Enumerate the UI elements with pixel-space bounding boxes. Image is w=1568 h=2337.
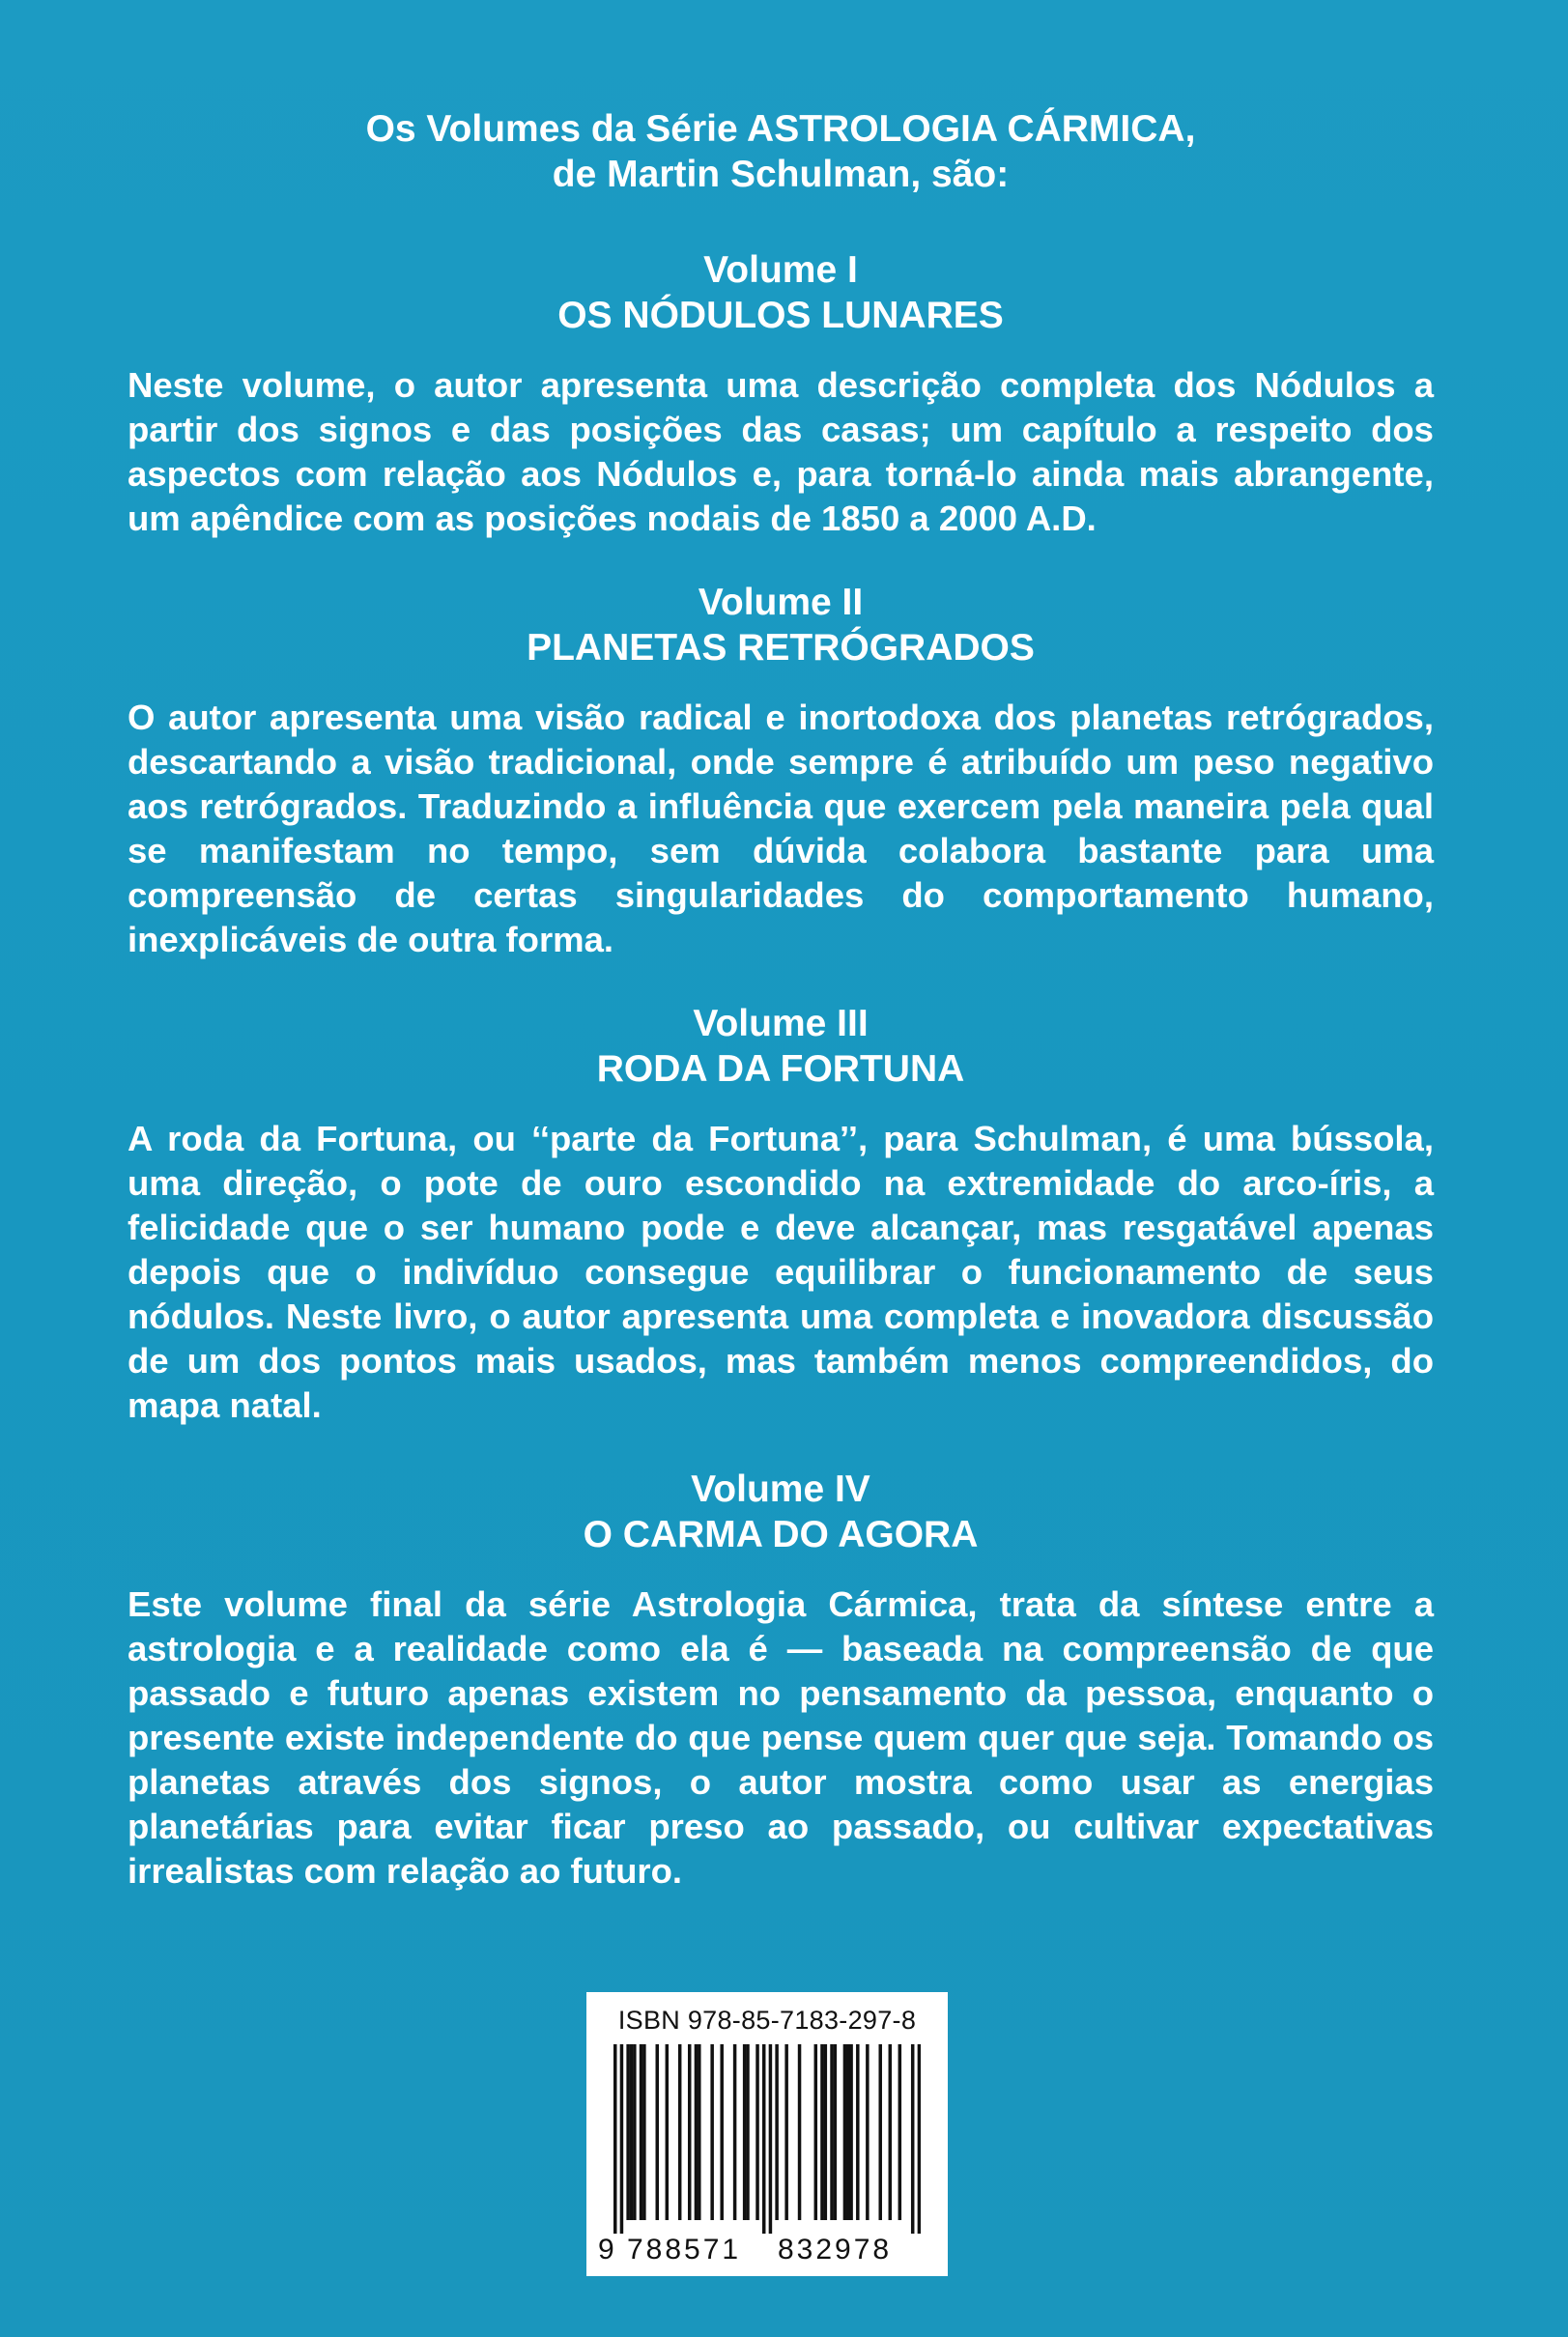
barcode-bar bbox=[820, 2044, 823, 2220]
barcode-bar bbox=[866, 2044, 869, 2220]
ean-first-digit: 9 bbox=[598, 2234, 614, 2266]
barcode-bar bbox=[698, 2044, 700, 2220]
volume-2-heading bbox=[128, 580, 1434, 670]
barcode-bar bbox=[755, 2044, 758, 2220]
series-intro-line-1: Os Volumes da Série ASTROLOGIA CÁRMICA, bbox=[365, 108, 1196, 150]
volume-2-number: Volume II bbox=[698, 582, 864, 623]
volume-1-title: OS NÓDULOS LUNARES bbox=[557, 295, 1004, 336]
barcode-bar bbox=[743, 2044, 746, 2220]
barcode-bar bbox=[849, 2044, 852, 2220]
ean-right-digits: 832978 bbox=[778, 2234, 893, 2266]
volume-3-description: A roda da Fortuna, ou ‘‘parte da Fortuna’’, para Schulman, é uma bússola, uma direção, o pote de ouro escondido na extremidade do arco-íris, a felicidade que o ser humano pode e deve alcançar, mas resgatável apenas depois que o indivíduo consegue equilibrar o funcionamento de seus nódulos. Neste livro, o autor apresenta uma completa e inovadora discussão de um dos pontos mais usados, mas também menos compreendidos, do mapa natal. bbox=[128, 1119, 1434, 1425]
volume-3-heading bbox=[128, 1001, 1434, 1092]
barcode-bar bbox=[784, 2044, 787, 2220]
volume-3-number: Volume III bbox=[693, 1003, 869, 1044]
isbn-number: ISBN 978-85-7183-297-8 bbox=[617, 2006, 917, 2035]
barcode-bar bbox=[666, 2044, 669, 2220]
volume-4-title: O CARMA DO AGORA bbox=[583, 1514, 979, 1555]
barcode-bar bbox=[814, 2044, 817, 2220]
barcode-bar bbox=[775, 2044, 778, 2220]
series-intro bbox=[128, 106, 1434, 197]
barcode-bar bbox=[834, 2044, 837, 2220]
barcode-bar bbox=[720, 2044, 723, 2220]
barcode-icon bbox=[613, 2044, 921, 2234]
volume-4-number: Volume IV bbox=[691, 1468, 870, 1510]
barcode-bar bbox=[688, 2044, 691, 2220]
barcode-bar bbox=[695, 2044, 698, 2220]
barcode-bar bbox=[824, 2044, 827, 2220]
barcode-bar bbox=[630, 2044, 633, 2220]
barcode-bar bbox=[843, 2044, 846, 2220]
volume-3-title: RODA DA FORTUNA bbox=[596, 1048, 965, 1090]
barcode-bar bbox=[626, 2044, 629, 2220]
barcode-bar bbox=[678, 2044, 681, 2220]
isbn-barcode-label bbox=[586, 1992, 948, 2276]
barcode-bar bbox=[846, 2044, 849, 2220]
volume-1-heading bbox=[128, 247, 1434, 338]
volume-1-number: Volume I bbox=[703, 249, 858, 291]
barcode-bar bbox=[769, 2044, 772, 2234]
volume-4-heading bbox=[128, 1467, 1434, 1557]
barcode-bar bbox=[656, 2044, 659, 2220]
barcode-bar bbox=[640, 2044, 642, 2220]
barcode-bar bbox=[633, 2044, 636, 2220]
ean-digits bbox=[598, 2234, 936, 2268]
barcode-bar bbox=[918, 2044, 921, 2234]
barcode-bar bbox=[830, 2044, 833, 2220]
barcode-bar bbox=[710, 2044, 713, 2220]
barcode-bar bbox=[911, 2044, 914, 2234]
barcode-bar bbox=[898, 2044, 901, 2220]
barcode-bar bbox=[878, 2044, 881, 2220]
barcode-bar bbox=[762, 2044, 765, 2234]
volume-2-description: O autor apresenta uma visão radical e inortodoxa dos planetas retrógrados, descartando a visão tradicional, onde sempre é atribuído um peso negativo aos retrógrados. Traduzindo a influência que exercem pela maneira pela qual se manifestam no tempo, sem dúvida colabora bastante para uma compreensão de certas singularidades do comportamento humano, inexplicáveis de outra forma. bbox=[128, 698, 1434, 959]
barcode-bar bbox=[613, 2044, 616, 2234]
barcode-bar bbox=[620, 2044, 623, 2234]
barcode-bar bbox=[642, 2044, 645, 2220]
cover-text-block bbox=[128, 106, 1434, 1894]
barcode-bar bbox=[746, 2044, 749, 2220]
volume-1-description: Neste volume, o autor apresenta uma descrição completa dos Nódulos a partir dos signos e das posições das casas; um capítulo a respeito dos aspectos com relação aos Nódulos e, para torná-lo ainda mais abrangente, um apêndice com as posições nodais de 1850 a 2000 A.D. bbox=[128, 365, 1434, 538]
barcode-bar bbox=[856, 2044, 859, 2220]
barcode-bar bbox=[798, 2044, 801, 2220]
ean-left-digits: 788571 bbox=[627, 2234, 742, 2266]
series-intro-line-2: de Martin Schulman, são: bbox=[552, 154, 1010, 195]
volume-4-description: Este volume final da série Astrologia Cármica, trata da síntese entre a astrologia e a realidade como ela é — baseada na compreensão de que passado e futuro apenas existem no pensamento da pessoa, enquanto o presente existe independente do que pense quem quer que seja. Tomando os planetas através dos signos, o autor mostra como usar as energias planetárias para evitar ficar preso ao passado, ou cultivar expectativas irrealistas com relação ao futuro. bbox=[128, 1584, 1434, 1891]
volume-2-title: PLANETAS RETRÓGRADOS bbox=[527, 627, 1035, 669]
barcode-bar bbox=[733, 2044, 736, 2220]
barcode-bar bbox=[889, 2044, 892, 2220]
